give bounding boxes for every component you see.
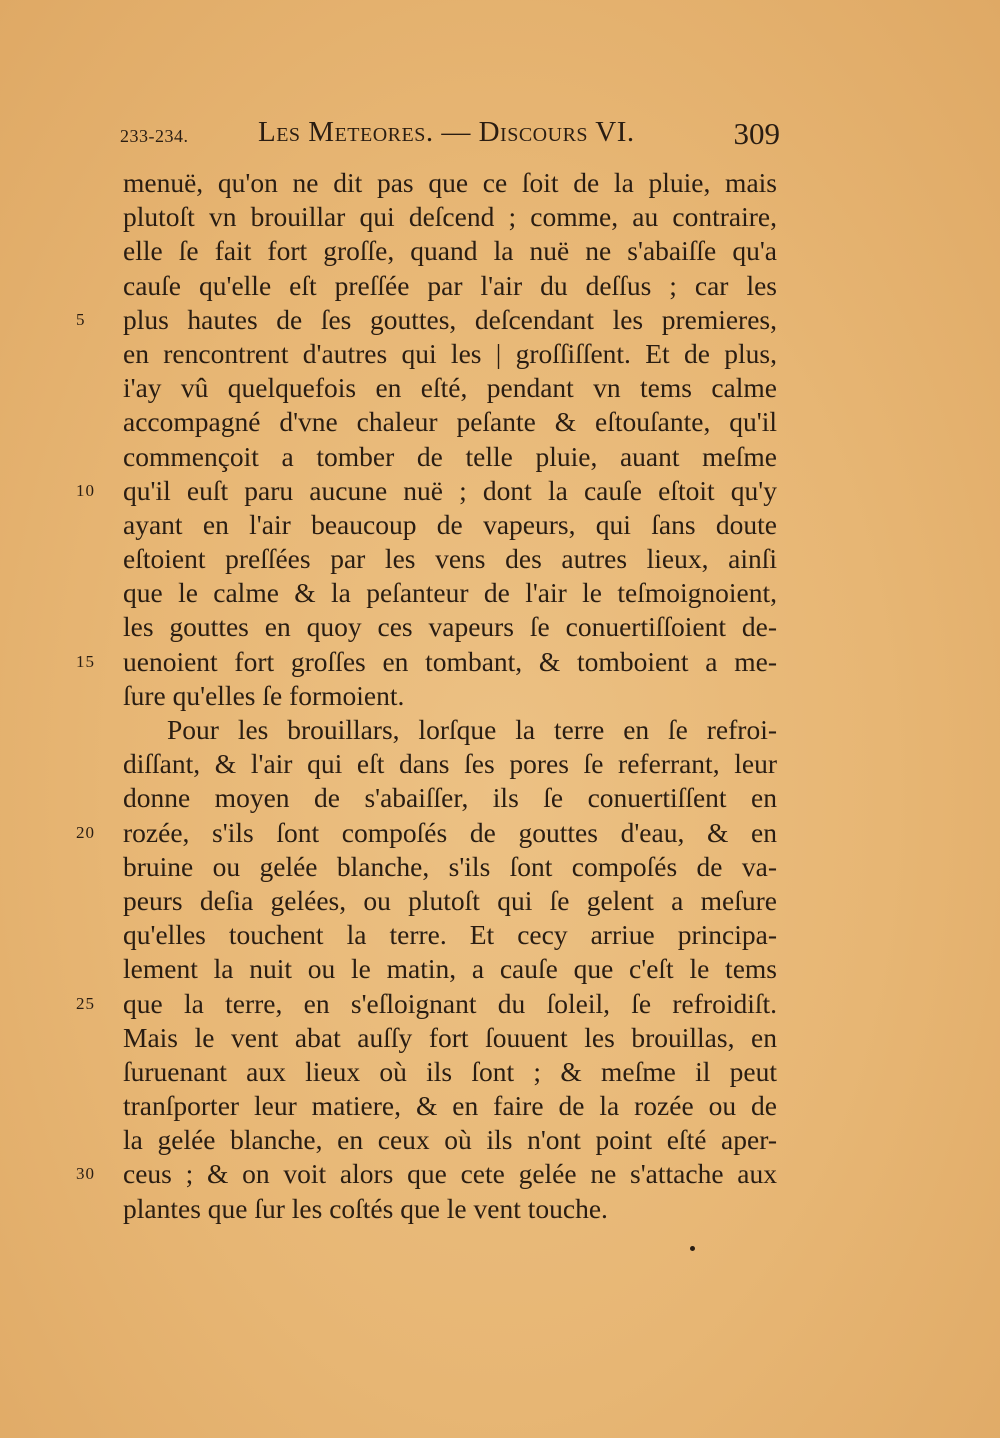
line-text: cauſe qu'elle eſt preſſée par l'air du deſſus ; car les [123,269,777,301]
text-line [76,987,777,1021]
running-head [120,112,780,160]
line-number: 10 [76,480,95,500]
line-text: qu'il euſt paru aucune nuë ; dont la cauſe eſtoit qu'y [123,474,777,506]
text-line [123,337,777,371]
line-text: Mais le vent abat auſſy fort ſouuent les brouillas, en [123,1021,777,1053]
line-text: elle ſe fait fort groſſe, quand la nuë ne s'abaiſſe qu'a [123,235,777,267]
line-text: les gouttes en quoy ces vapeurs ſe conuertiſſoient de- [123,611,777,643]
text-line [76,816,777,850]
line-text: lement la nuit ou le matin, a cauſe que c'eſt le tems [123,953,777,985]
line-text: qu'elles touchent la terre. Et cecy arriue principa- [123,919,777,951]
body-text [76,166,777,1226]
line-number: 30 [76,1164,95,1184]
line-number: 15 [76,651,95,671]
line-number: 5 [76,309,86,329]
page-number: 309 [733,116,780,151]
text-line [123,166,777,200]
line-text: rozée, s'ils ſont compoſés de gouttes d'eau, & en [123,816,777,848]
text-line [123,1021,777,1055]
line-text: commençoit a tomber de telle pluie, auant meſme [123,440,777,472]
line-text: accompagné d'vne chaleur peſante & eſtouſante, qu'il [123,406,777,438]
text-line [123,1089,777,1123]
text-line [123,269,777,303]
text-line [123,918,777,952]
line-text: peurs deſia gelées, ou plutoſt qui ſe gelent a meſure [123,884,777,916]
text-line [123,610,777,644]
text-line [123,542,777,576]
line-text: eſtoient preſſées par les vens des autres lieux, ainſi [123,543,777,575]
text-line [123,850,777,884]
line-text: en rencontrent d'autres qui les | groſſiſſent. Et de plus, [123,337,777,369]
line-text: donne moyen de s'abaiſſer, ils ſe conuertiſſent en [123,782,777,814]
text-line [123,781,777,815]
line-text: que le calme & la peſanteur de l'air le teſmoignoient, [123,577,777,609]
text-line [123,371,777,405]
running-title: Les Meteores. — Discours VI. [258,116,635,148]
line-text: plus hautes de ſes gouttes, deſcendant les premieres, [123,303,777,335]
line-text: Pour les brouillars, lorſque la terre en ſe refroi- [167,714,777,745]
text-line [123,679,777,713]
line-text: ceus ; & on voit alors que cete gelée ne s'attache aux [123,1158,777,1190]
line-text: plantes que ſur les coſtés que le vent touche. [123,1192,608,1224]
page-range: 233-234. [120,126,189,146]
line-text: ayant en l'air beaucoup de vapeurs, qui ſans doute [123,508,777,540]
line-text: bruine ou gelée blanche, s'ils ſont compoſés de va- [123,850,777,882]
line-number: 25 [76,993,95,1013]
text-line [123,576,777,610]
line-text: uenoient fort groſſes en tombant, & tomboient a me- [123,645,777,677]
line-text: diſſant, & l'air qui eſt dans ſes pores ſe referrant, leur [123,748,777,780]
text-line [123,405,777,439]
text-line [123,1055,777,1089]
text-line [76,645,777,679]
text-line [123,508,777,542]
line-text: que la terre, en s'eſloignant du ſoleil, ſe refroidiſt. [123,987,777,1019]
text-line [76,1157,777,1191]
line-text: tranſporter leur matiere, & en faire de la rozée ou de [123,1090,777,1122]
line-text: ſuruenant aux lieux où ils ſont ; & meſme il peut [123,1055,777,1087]
line-text: plutoſt vn brouillar qui deſcend ; comme, au contraire, [123,201,777,233]
text-line [123,200,777,234]
line-text: menuë, qu'on ne dit pas que ce ſoit de la pluie, mais [123,167,777,198]
text-line [123,747,777,781]
text-line [123,1123,777,1157]
line-text: la gelée blanche, en ceux où ils n'ont point eſté aper- [123,1124,777,1156]
line-number: 20 [76,822,95,842]
text-line [123,1192,777,1226]
text-line [123,234,777,268]
text-line [123,884,777,918]
line-text: i'ay vû quelquefois en eſté, pendant vn tems calme [123,372,777,404]
text-line [123,713,777,747]
text-line [76,303,777,337]
text-line [123,952,777,986]
text-line [76,474,777,508]
ink-speck [690,1246,695,1251]
text-line [123,440,777,474]
line-text: ſure qu'elles ſe formoient. [123,679,405,711]
